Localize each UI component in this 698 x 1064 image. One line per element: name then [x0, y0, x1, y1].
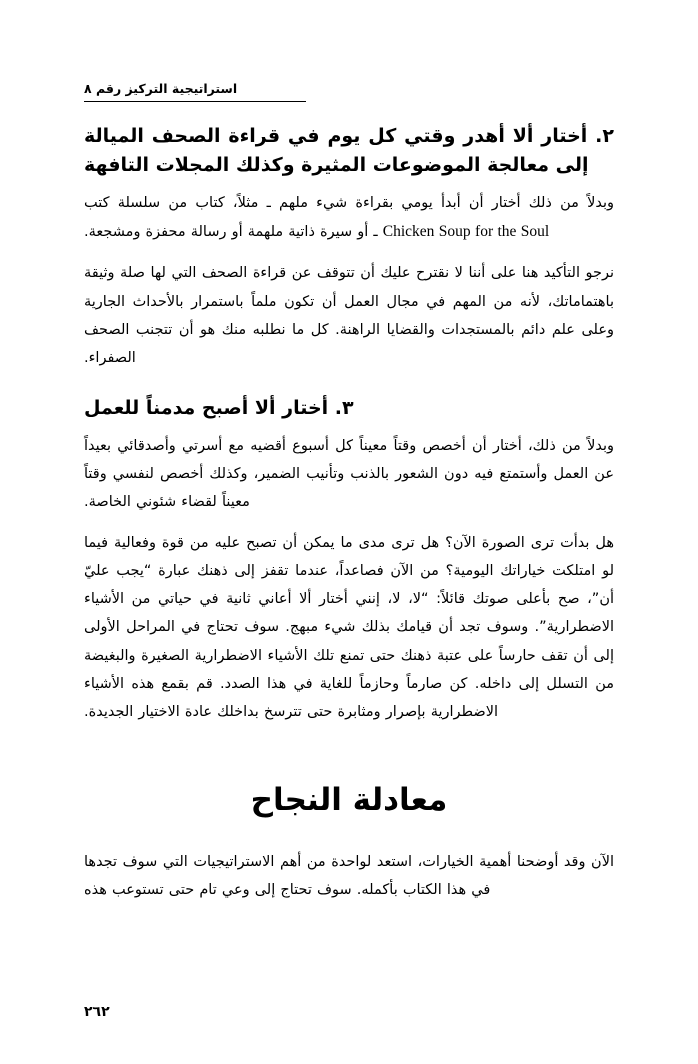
page-content: [84, 122, 614, 904]
paragraph-spacer: [84, 247, 614, 259]
display-section-paragraph-1: الآن وقد أوضحنا أهمية الخيارات، استعد لواحدة من أهم الاستراتيجيات التي سوف تجدها في هذا الكتاب بأكمله. سوف تحتاج إلى وعي تام حتى تستوعب هذه: [84, 853, 614, 899]
display-title-block: [84, 727, 614, 848]
section-heading-2: ٢. أختار ألا أهدر وقتي كل يوم في قراءة الصحف الميالة إلى معالجة الموضوعات المثيرة وكذلك المجلات التافهة: [84, 125, 614, 177]
display-section-title: معادلة النجاح: [250, 781, 448, 818]
section-3-paragraph-2: هل بدأت ترى الصورة الآن؟ هل ترى مدى ما يمكن أن تصبح عليه من قوة وفعالية فيما لو امتلكت خياراتك اليومية؟ من الآن فصاعداً، عندما تقفز إلى ذهنك عبارة “يجب عليّ أن”، صح بأعلى صوتك قائلاً: “لا، لا، إنني أختار ألا أعاني ثانية في حياتي من الأشياء الاضطرارية”. وسوف تجد أن قيامك بذلك شيء مبهج. سوف تحتاج في المراحل الأولى إلى أن تقف حارساً على عتبة ذهنك حتى تمنع تلك الأشياء الاضطرارية الصغيرة والبغيضة من التسلل إلى داخله. كن صارماً وحازماً للغاية في هذا الصدد. قم بقمع هذه الأشياء الاضطرارية بإصرار ومثابرة حتى تترسخ بداخلك عادة الاختيار الجديدة.: [84, 534, 614, 721]
running-header: [84, 78, 614, 99]
section-heading-3: ٣. أختار ألا أصبح مدمناً للعمل: [84, 397, 354, 420]
header-rule-divider: [84, 101, 306, 102]
paragraph-spacer-2: [84, 517, 614, 529]
latin-book-title: Chicken Soup for the Soul: [382, 223, 550, 241]
section-3-paragraph-1: وبدلاً من ذلك، أختار أن أخصص وقتاً معيناً كل أسبوع أقضيه مع أسرتي وأصدقائي بعيداً عن العمل وأستمتع فيه دون الشعور بالذنب وتأنيب الضمير، وكذلك أخصص لنفسي وقتاً معيناً لقضاء شئوني الخاصة.: [84, 437, 614, 511]
section-2-paragraph-2: نرجو التأكيد هنا على أننا لا نقترح عليك أن تتوقف عن قراءة الصحف التي لها صلة وثيقة باهتماماتك، لأنه من المهم في مجال العمل أن تكون ملماً باستمرار بالأحداث الجارية وعلى علم دائم بالمستجدات والقضايا الراهنة. كل ما نطلبه منك هو أن تتجنب الصحف الصفراء.: [84, 265, 614, 367]
running-header-title: استراتيجية التركيز رقم ٨: [84, 81, 238, 96]
page-number: ٢٦٢: [84, 1004, 110, 1020]
section-spacer: [84, 372, 614, 394]
paragraph-tail-text: ـ أو سيرة ذاتية ملهمة أو رسالة محفزة ومشجعة.: [84, 224, 383, 241]
section-2-paragraph-1: [84, 189, 614, 247]
paragraph-lead-text: وبدلاً من ذلك أختار أن أبدأ يومي بقراءة شيء ملهم ـ مثلاً، كتاب من سلسلة كتب: [84, 194, 614, 211]
